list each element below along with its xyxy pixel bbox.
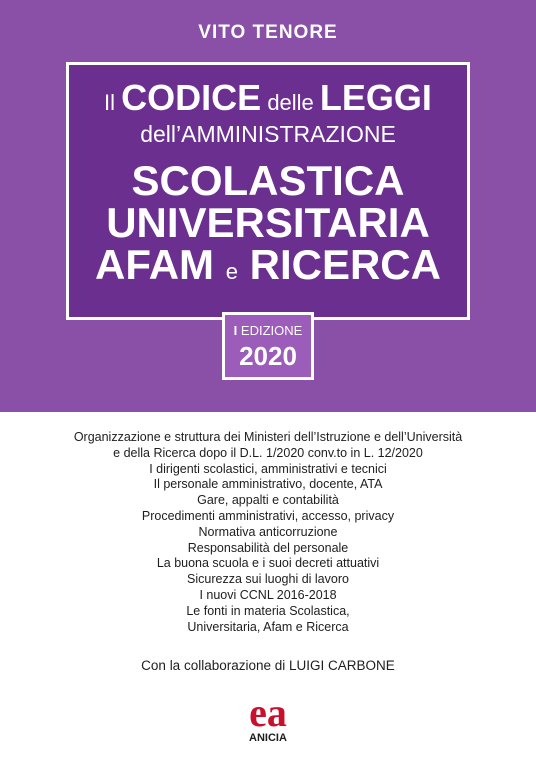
edition-year: 2020 [239,341,297,371]
title-line-3: SCOLASTICA [131,157,405,204]
contents-line: Procedimenti amministrativi, accesso, privacy [141,508,395,523]
author-name: VITO TENORE [198,22,338,43]
title-e: e [225,259,238,284]
collaboration-prefix: Con la collaborazione di [141,658,286,673]
publisher-logo-letters: ea [249,692,287,732]
publisher-name: ANICIA [249,732,287,744]
contents-list [0,430,536,635]
contents-line: Sicurezza sui luoghi di lavoro [187,572,349,587]
collaboration-line [0,658,536,673]
edition-roman: I [233,323,238,338]
contents-line: e della Ricerca dopo il D.L. 1/2020 conv.to in L. 12/2020 [113,445,423,460]
title-leggi: LEGGI [319,77,432,118]
edition-text: EDIZIONE [240,323,303,338]
contents-line: I nuovi CCNL 2016-2018 [199,587,337,602]
edition-box [222,312,314,380]
contents-line: Normativa anticorruzione [198,524,338,539]
publisher-logo-icon [245,692,291,732]
contents-line: Il personale amministrativo, docente, ATA [153,477,383,492]
contents-line: I dirigenti scolastici, amministrativi e tecnici [149,461,387,476]
title-line-5 [69,241,467,293]
collaborator-name: LUIGI CARBONE [289,658,395,673]
title-ricerca: RICERCA [249,241,441,288]
title-il: Il [104,90,116,115]
edition-label [225,323,311,339]
title-line-4: UNIVERSITARIA [106,199,430,246]
contents-line: Universitaria, Afam e Ricerca [187,619,349,634]
contents-line: La buona scuola e i suoi decreti attuativi [156,556,380,571]
title-codice: CODICE [121,77,262,118]
title-box [66,62,470,320]
contents-line: Le fonti in materia Scolastica, [186,603,350,618]
contents-line: Organizzazione e struttura dei Ministeri dell’Istruzione e dell’Università [73,430,463,444]
publisher-logo [243,692,293,752]
title-line-1 [69,77,467,118]
title-line-2: dell’AMMINISTRAZIONE [140,121,396,147]
contents-line: Gare, appalti e contabilità [197,493,339,508]
title-afam: AFAM [95,241,215,288]
contents-line: Responsabilità del personale [187,540,349,555]
title-delle: delle [267,90,314,115]
